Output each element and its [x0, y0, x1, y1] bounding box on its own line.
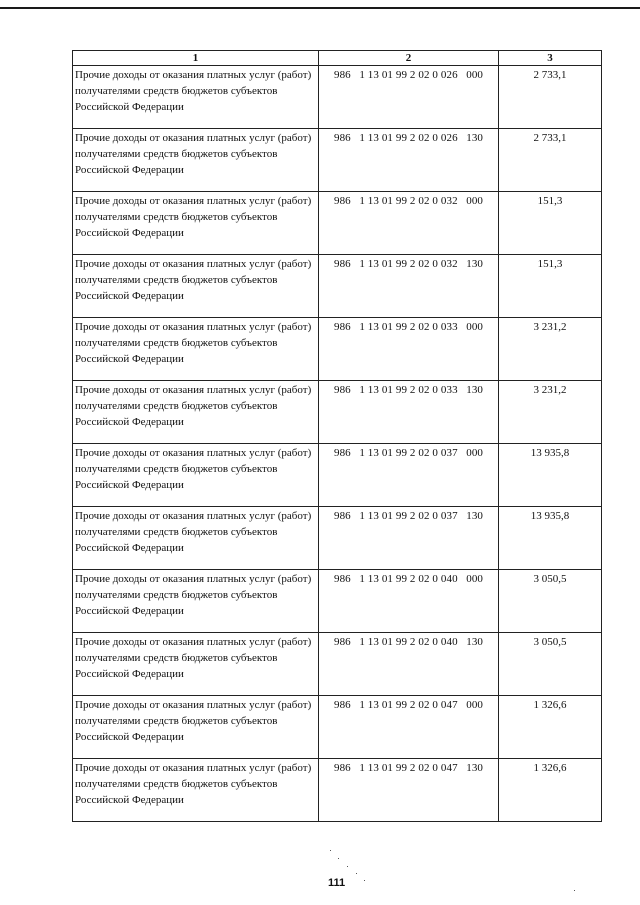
scan-speck	[347, 866, 348, 867]
amount-cell: 3 231,2	[499, 381, 602, 444]
table-body	[73, 66, 602, 822]
revenue-name-cell: Прочие доходы от оказания платных услуг (работ) получателями средств бюджетов субъектов Российской Федерации	[73, 507, 319, 570]
table-header	[73, 51, 602, 66]
revenue-name-cell: Прочие доходы от оказания платных услуг (работ) получателями средств бюджетов субъектов Российской Федерации	[73, 381, 319, 444]
header-col-1: 1	[73, 51, 319, 66]
revenue-name-cell: Прочие доходы от оказания платных услуг (работ) получателями средств бюджетов субъектов Российской Федерации	[73, 633, 319, 696]
budget-code-cell: 986 1 13 01 99 2 02 0 037 130	[319, 507, 499, 570]
amount-cell: 13 935,8	[499, 507, 602, 570]
scan-speck	[356, 873, 357, 874]
table-row	[73, 696, 602, 759]
amount-cell: 2 733,1	[499, 66, 602, 129]
table-row	[73, 570, 602, 633]
budget-code-cell: 986 1 13 01 99 2 02 0 047 000	[319, 696, 499, 759]
amount-cell: 1 326,6	[499, 759, 602, 822]
budget-code-cell: 986 1 13 01 99 2 02 0 033 000	[319, 318, 499, 381]
table-row	[73, 759, 602, 822]
revenue-table	[72, 50, 602, 822]
scan-speck	[330, 850, 331, 851]
revenue-name-cell: Прочие доходы от оказания платных услуг (работ) получателями средств бюджетов субъектов Российской Федерации	[73, 255, 319, 318]
budget-code-cell: 986 1 13 01 99 2 02 0 026 000	[319, 66, 499, 129]
header-col-3: 3	[499, 51, 602, 66]
table-row	[73, 444, 602, 507]
amount-cell: 3 050,5	[499, 570, 602, 633]
revenue-name-cell: Прочие доходы от оказания платных услуг (работ) получателями средств бюджетов субъектов Российской Федерации	[73, 696, 319, 759]
header-row	[73, 51, 602, 66]
page-number: 111	[328, 877, 346, 889]
table-row	[73, 66, 602, 129]
amount-cell: 151,3	[499, 192, 602, 255]
budget-code-cell: 986 1 13 01 99 2 02 0 032 130	[319, 255, 499, 318]
header-col-2: 2	[319, 51, 499, 66]
amount-cell: 3 050,5	[499, 633, 602, 696]
revenue-name-cell: Прочие доходы от оказания платных услуг (работ) получателями средств бюджетов субъектов Российской Федерации	[73, 129, 319, 192]
revenue-name-cell: Прочие доходы от оказания платных услуг (работ) получателями средств бюджетов субъектов Российской Федерации	[73, 318, 319, 381]
scan-speck	[574, 890, 575, 891]
revenue-name-cell: Прочие доходы от оказания платных услуг (работ) получателями средств бюджетов субъектов Российской Федерации	[73, 66, 319, 129]
scan-speck	[338, 858, 339, 859]
table-row	[73, 318, 602, 381]
table-row	[73, 129, 602, 192]
revenue-name-cell: Прочие доходы от оказания платных услуг (работ) получателями средств бюджетов субъектов Российской Федерации	[73, 759, 319, 822]
revenue-name-cell: Прочие доходы от оказания платных услуг (работ) получателями средств бюджетов субъектов Российской Федерации	[73, 570, 319, 633]
table-row	[73, 381, 602, 444]
revenue-name-cell: Прочие доходы от оказания платных услуг (работ) получателями средств бюджетов субъектов Российской Федерации	[73, 192, 319, 255]
table-row	[73, 633, 602, 696]
table-row	[73, 255, 602, 318]
budget-code-cell: 986 1 13 01 99 2 02 0 037 000	[319, 444, 499, 507]
amount-cell: 151,3	[499, 255, 602, 318]
amount-cell: 3 231,2	[499, 318, 602, 381]
table-row	[73, 507, 602, 570]
amount-cell: 2 733,1	[499, 129, 602, 192]
top-rule	[0, 7, 640, 9]
budget-code-cell: 986 1 13 01 99 2 02 0 040 130	[319, 633, 499, 696]
amount-cell: 1 326,6	[499, 696, 602, 759]
budget-code-cell: 986 1 13 01 99 2 02 0 032 000	[319, 192, 499, 255]
scan-speck	[364, 880, 365, 881]
revenue-name-cell: Прочие доходы от оказания платных услуг (работ) получателями средств бюджетов субъектов Российской Федерации	[73, 444, 319, 507]
table-row	[73, 192, 602, 255]
budget-code-cell: 986 1 13 01 99 2 02 0 047 130	[319, 759, 499, 822]
budget-code-cell: 986 1 13 01 99 2 02 0 040 000	[319, 570, 499, 633]
amount-cell: 13 935,8	[499, 444, 602, 507]
budget-code-cell: 986 1 13 01 99 2 02 0 033 130	[319, 381, 499, 444]
budget-code-cell: 986 1 13 01 99 2 02 0 026 130	[319, 129, 499, 192]
